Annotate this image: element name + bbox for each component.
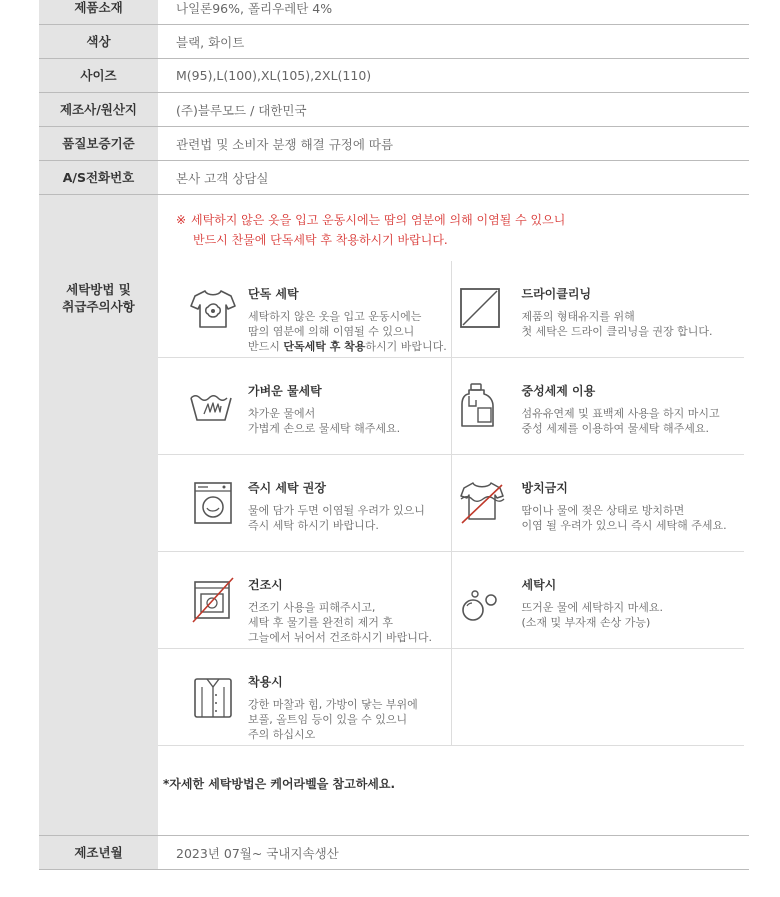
care-grid-row (158, 649, 744, 746)
info-row-care (39, 195, 749, 836)
row-value: 관련법 및 소비자 분쟁 해결 규정에 따름 (176, 136, 394, 152)
no-soaking-icon (458, 479, 508, 527)
desc-text: 반드시 (248, 340, 284, 353)
care-item-desc (248, 406, 400, 436)
care-item-desc (248, 309, 447, 354)
desc-line: 건조기 사용을 피해주시고, (248, 601, 376, 614)
care-item-neutral-detergent (452, 358, 745, 454)
desc-line: 첫 세탁은 드라이 클리닝을 권장 합니다. (521, 325, 713, 338)
row-label: A/S전화번호 (39, 161, 158, 194)
care-item-title: 건조시 (248, 578, 283, 592)
desc-line: 가볍게 손으로 물세탁 해주세요. (248, 422, 401, 435)
desc-line: 이염 될 우려가 있으니 즉시 세탁해 주세요. (521, 519, 727, 532)
care-item-desc (522, 503, 727, 533)
info-row-color (39, 25, 749, 59)
row-label: 제조년월 (39, 836, 158, 869)
info-row-as-phone (39, 161, 749, 195)
care-item-separate-wash (158, 261, 452, 357)
desc-line: 땀이나 물에 젖은 상태로 방치하면 (521, 504, 685, 517)
detergent-bottle-icon (458, 382, 508, 430)
row-value: M(95),L(100),XL(105),2XL(110) (176, 68, 372, 83)
care-item-title: 방치금지 (521, 481, 568, 495)
row-label: 색상 (39, 25, 158, 58)
care-item-desc (248, 600, 432, 645)
care-item-title: 가벼운 물세탁 (248, 384, 322, 398)
desc-line: 그늘에서 뉘어서 건조하시기 바랍니다. (248, 631, 433, 644)
desc-line: 섬유유연제 및 표백제 사용을 하지 마시고 (521, 407, 720, 420)
info-row-material (39, 0, 749, 25)
care-item-washing (452, 552, 745, 648)
info-row-quality (39, 127, 749, 161)
no-dryer-icon (188, 576, 238, 624)
warning-line-1: 세탁하지 않은 옷을 입고 운동시에는 땀의 염분에 의해 이염될 수 있으니 (191, 213, 566, 227)
desc-line: 중성 세제를 이용하여 물세탁 해주세요. (521, 422, 709, 435)
row-label: 제조사/원산지 (39, 93, 158, 126)
info-row-size (39, 59, 749, 93)
care-label (39, 195, 158, 835)
row-value: 2023년 07월~ 국내지속생산 (176, 845, 339, 861)
care-item-empty (452, 649, 745, 745)
care-item-title: 중성세제 이용 (521, 384, 596, 398)
desc-emphasis: 단독세탁 후 착용 (283, 340, 366, 353)
row-value: 블랙, 화이트 (176, 34, 245, 50)
shirt-icon (188, 673, 238, 721)
desc-line: 제품의 형태유지를 위해 (521, 310, 635, 323)
desc-line: 땀의 염분에 의해 이염될 수 있으니 (248, 325, 415, 338)
row-label: 사이즈 (39, 59, 158, 92)
desc-line: 차가운 물에서 (248, 407, 316, 420)
desc-line: (소재 및 부자재 손상 가능) (521, 616, 651, 629)
desc-line: 즉시 세탁 하시기 바랍니다. (248, 519, 379, 532)
care-item-dry-clean (452, 261, 745, 357)
row-value: (주)블루모드 / 대한민국 (176, 102, 307, 118)
product-info-table (39, 0, 749, 870)
washing-machine-icon (188, 479, 238, 527)
warning-mark: ※ (176, 213, 187, 227)
care-label-note: *자세한 세탁방법은 케어라벨을 참고하세요. (163, 777, 396, 791)
row-label: 품질보증기준 (39, 127, 158, 160)
care-item-desc (522, 406, 720, 436)
tshirt-icon (188, 285, 238, 333)
desc-line: 세탁 후 물기를 완전히 제거 후 (248, 616, 393, 629)
desc-line: 보풀, 올트임 등이 있을 수 있으니 (248, 713, 408, 726)
desc-line (248, 339, 447, 354)
info-row-manufacturer (39, 93, 749, 127)
care-item-no-leaving-wet (452, 455, 745, 551)
care-item-title: 즉시 세탁 권장 (248, 481, 326, 495)
dry-clean-icon (458, 285, 508, 333)
care-label-line1: 세탁방법 및 (66, 282, 131, 297)
care-grid-row (158, 455, 744, 552)
info-row-manufacture-date (39, 836, 749, 870)
care-item-title: 단독 세탁 (248, 287, 299, 301)
care-item-desc (248, 697, 418, 742)
care-item-desc (522, 600, 664, 630)
warning-line-2: 반드시 찬물에 단독세탁 후 착용하시기 바랍니다. (193, 233, 448, 247)
care-item-drying (158, 552, 452, 648)
care-item-title: 착용시 (248, 675, 283, 689)
row-label: 제품소재 (39, 0, 158, 24)
hand-wash-icon (188, 382, 238, 430)
care-grid-row (158, 261, 744, 358)
care-item-title: 드라이클리닝 (521, 287, 592, 301)
care-item-desc (248, 503, 425, 533)
care-content (158, 195, 749, 835)
care-label-line2: 취급주의사항 (62, 299, 135, 314)
care-item-hand-wash (158, 358, 452, 454)
row-value: 본사 고객 상담실 (176, 170, 269, 186)
desc-line: 강한 마찰과 힘, 가방이 닿는 부위에 (248, 698, 418, 711)
care-item-wearing (158, 649, 452, 745)
desc-line: 세탁하지 않은 옷을 입고 운동시에는 (248, 310, 422, 323)
desc-line: 주의 하십시오 (248, 728, 316, 741)
care-grid-row (158, 552, 744, 649)
desc-text: 하시기 바랍니다. (365, 340, 447, 353)
care-item-desc (522, 309, 713, 339)
bubbles-icon (458, 576, 508, 624)
desc-line: 뜨거운 물에 세탁하지 마세요. (521, 601, 663, 614)
row-value: 나일론96%, 폴리우레탄 4% (176, 0, 333, 16)
desc-line: 물에 담가 두면 이염될 우려가 있으니 (248, 504, 425, 517)
care-item-immediate-wash (158, 455, 452, 551)
care-grid (158, 261, 744, 746)
care-grid-row (158, 358, 744, 455)
care-item-title: 세탁시 (521, 578, 557, 592)
care-warning (176, 210, 749, 250)
